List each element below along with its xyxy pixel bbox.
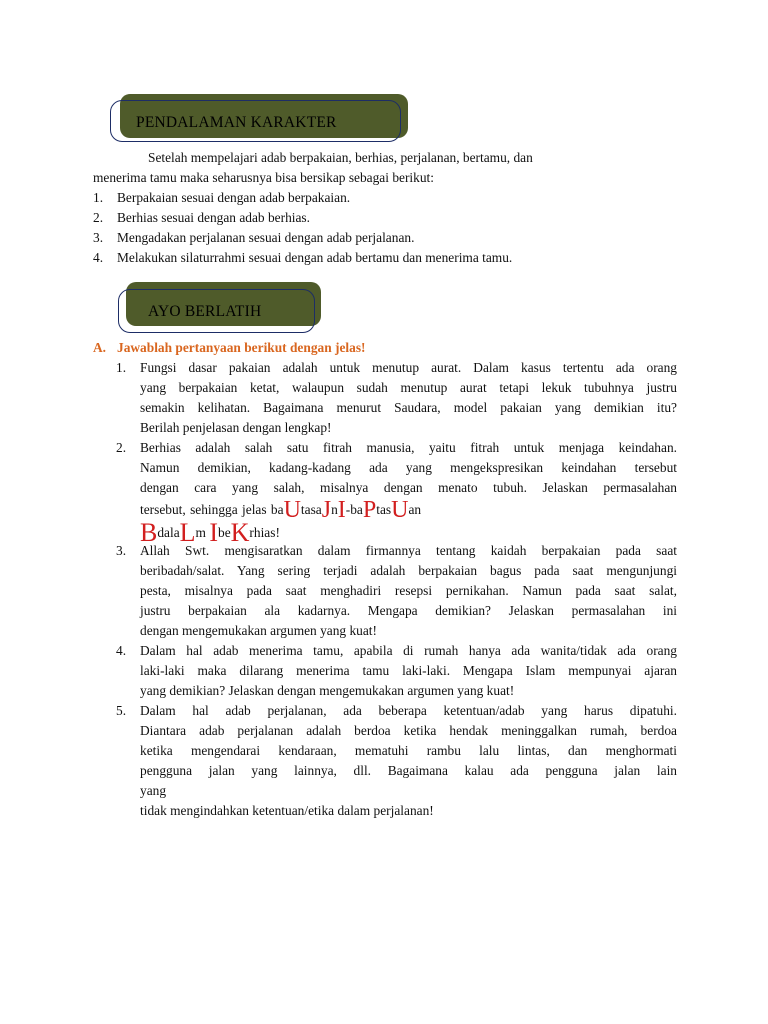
text-line: Diantara adab perjalanan adalah berdoa ketika hendak meninggalkan rumah, berdoa <box>140 723 677 738</box>
text-line: Allah Swt. mengisaratkan dalam firmannya tentang kaidah berpakaian pada saat <box>140 543 677 558</box>
watermark-letter: I <box>209 518 218 547</box>
text-line: Dalam hal adab perjalanan, ada beberapa ketentuan/adab yang harus dipatuhi. <box>140 703 677 718</box>
question-2-watermark-line-2 <box>140 518 280 547</box>
instruction-letter: A. <box>93 340 107 355</box>
text-line: justru berpakaian ala kadarnya. Mengapa demikian? Jelaskan permasalahan ini <box>140 603 677 618</box>
watermark-letter: U <box>283 497 301 523</box>
watermark-letter: B <box>140 518 158 547</box>
list-item-number: 3. <box>93 230 104 245</box>
list-item: Berhias sesuai dengan adab berhias. <box>117 210 310 225</box>
list-item-number: 4. <box>93 250 104 265</box>
watermark-fragment: tas <box>376 502 392 517</box>
watermark-fragment: n <box>331 502 338 517</box>
question-3-text <box>140 541 677 641</box>
text-line: Namun demikian, kadang-kadang ada yang mengekspresikan keindahan tersebut <box>140 460 677 475</box>
watermark-letter: K <box>230 518 250 547</box>
text-line: ketika mengendarai kendaraan, mematuhi rambu lalu lintas, dan menghormati <box>140 743 677 758</box>
watermark-letter: J <box>321 497 332 523</box>
text-line: Berilah penjelasan dengan lengkap! <box>140 420 332 435</box>
text-line: yang demikian? Jelaskan dengan mengemukakan argumen yang kuat! <box>140 683 515 698</box>
question-number: 2. <box>116 440 127 455</box>
question-5-text <box>140 701 677 821</box>
section-header-ayo-berlatih <box>118 282 323 334</box>
watermark-fragment: tasa <box>300 502 322 517</box>
text-line: tidak mengindahkan ketentuan/etika dalam perjalanan! <box>140 803 434 818</box>
watermark-fragment: dala <box>157 525 180 540</box>
text-line: Berhias adalah salah satu fitrah manusia, yaitu fitrah untuk menjaga keindahan. <box>140 440 677 455</box>
watermark-letter: I <box>337 497 346 523</box>
text-line: Fungsi dasar pakaian adalah untuk menutup aurat. Dalam kasus tertentu ada orang <box>140 360 677 375</box>
question-2-watermark-line-1 <box>140 497 422 523</box>
section-header-pendalaman <box>110 94 410 146</box>
text-line: beribadah/salat. Yang sering terjadi adalah berpakaian bagus pada saat mengunjungi <box>140 563 677 578</box>
text-line: dengan cara yang salah, misalnya dengan menato tubuh. Jelaskan permasalahan <box>140 480 677 495</box>
list-item: Berpakaian sesuai dengan adab berpakaian. <box>117 190 351 205</box>
section-title: AYO BERLATIH <box>148 303 262 320</box>
text-line: dengan mengemukakan argumen yang kuat! <box>140 623 377 638</box>
text-line: tersebut, sehingga jelas ba <box>140 502 284 517</box>
text-line: pengguna jalan yang lainnya, dll. Bagaimana kalau ada pengguna jalan lain <box>140 763 677 778</box>
question-1-text <box>140 358 677 438</box>
question-2-text <box>140 438 677 498</box>
section-title: PENDALAMAN KARAKTER <box>136 114 337 131</box>
text-line: yang berpakaian ketat, walaupun sudah menutup aurat tetapi lekuk tubuhnya justru <box>140 380 677 395</box>
question-number: 1. <box>116 360 127 375</box>
watermark-fragment: be <box>218 525 231 540</box>
text-line: semakin kelihatan. Bagaimana menurut Saudara, model pakaian yang demikian itu? <box>140 400 677 415</box>
text-line: yang <box>140 783 167 798</box>
question-4-text <box>140 641 677 701</box>
watermark-fragment: m <box>195 525 206 540</box>
intro-line-2: menerima tamu maka seharusnya bisa bersikap sebagai berikut: <box>93 170 434 185</box>
text-line: Dalam hal adab menerima tamu, apabila di rumah hanya ada wanita/tidak ada orang <box>140 643 677 658</box>
watermark-fragment: rhias! <box>249 525 280 540</box>
intro-line-1: Setelah mempelajari adab berpakaian, berhias, perjalanan, bertamu, dan <box>148 150 533 165</box>
list-item: Melakukan silaturrahmi sesuai dengan adab bertamu dan menerima tamu. <box>117 250 513 265</box>
watermark-letter: L <box>179 518 196 547</box>
question-number: 4. <box>116 643 127 658</box>
instruction-text: Jawablah pertanyaan berikut dengan jelas! <box>117 340 366 355</box>
text-line: laki-laki maka dilarang menerima tamu laki-laki. Mengapa Islam mempunyai ajaran <box>140 663 677 678</box>
watermark-fragment: -ba <box>345 502 363 517</box>
list-item-number: 1. <box>93 190 104 205</box>
watermark-fragment: an <box>408 502 422 517</box>
question-number: 5. <box>116 703 127 718</box>
list-item: Mengadakan perjalanan sesuai dengan adab perjalanan. <box>117 230 415 245</box>
text-line: pesta, misalnya pada saat menghadiri resepsi pernikahan. Namun pada saat salat, <box>140 583 677 598</box>
question-number: 3. <box>116 543 127 558</box>
watermark-letter: U <box>391 497 409 523</box>
watermark-letter: P <box>362 497 377 523</box>
list-item-number: 2. <box>93 210 104 225</box>
